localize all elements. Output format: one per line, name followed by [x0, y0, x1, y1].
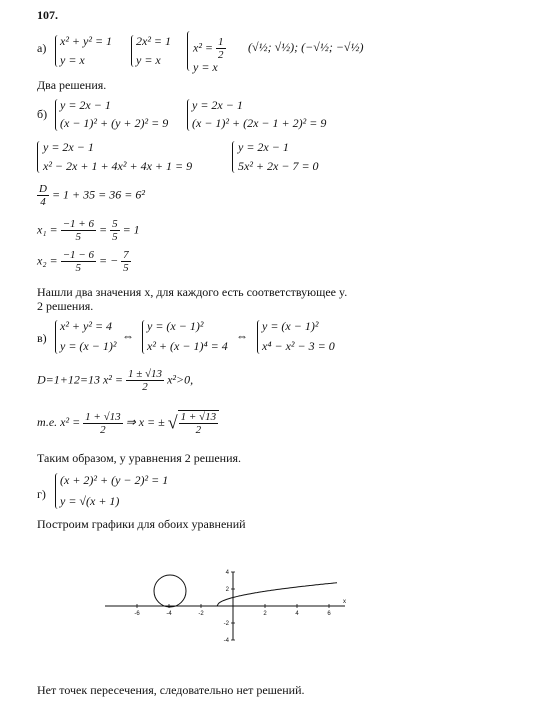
sqrt-icon: √ [167, 412, 178, 433]
a-sys1-eq2: y = x [60, 53, 85, 67]
part-b-label: б) [37, 107, 48, 121]
b-sys3-eq1: y = 2x − 1 [43, 140, 94, 154]
b-disc-rest: = 1 + 35 = 36 = 6² [51, 187, 145, 202]
b-sys4-eq2: 5x² + 2x − 7 = 0 [238, 159, 319, 173]
numerator: D [39, 183, 47, 195]
x-tick-label: 2 [263, 611, 267, 617]
part-v-label: в) [37, 331, 47, 345]
x1-fraction [61, 218, 96, 243]
te-implies: ⇒ x = ± [125, 414, 165, 429]
function-graph [0, 533, 550, 683]
brace-icon [187, 31, 190, 71]
numerator: 1 ± √13 [127, 368, 163, 380]
denominator: 5 [112, 231, 118, 243]
x2-fraction-2 [121, 249, 131, 274]
denominator: 2 [195, 424, 202, 436]
v-conclusion: Таким образом, у уравнения 2 решения. [37, 451, 242, 465]
numerator: 1 + √13 [180, 411, 217, 423]
x2-label: x₂ = [37, 253, 58, 268]
b-sys2-eq1: y = 2x − 1 [192, 98, 243, 112]
x-tick-label: -4 [166, 611, 172, 617]
v-discriminant [37, 368, 193, 393]
b-sys3-eq2: x² − 2x + 1 + 4x² + 4x + 1 = 9 [43, 159, 193, 173]
denominator: 5 [123, 262, 129, 274]
v-sys2-eq2: x² + (x − 1)⁴ = 4 [147, 339, 228, 353]
x1-label: x₁ = [37, 222, 58, 237]
denominator: 2 [142, 381, 148, 393]
brace-icon [55, 99, 58, 131]
a-conclusion: Два решения. [37, 78, 107, 92]
b-sys1-eq2: (x − 1)² + (y + 2)² = 9 [60, 116, 169, 130]
equivalence-icon: ⇔ [122, 329, 134, 343]
brace-icon [55, 473, 58, 509]
b-x2 [37, 249, 131, 274]
y-tick-label: 2 [225, 587, 229, 593]
g-sys1-eq2: y = √(x + 1) [60, 494, 120, 508]
sqrt-curve-series [217, 583, 337, 606]
part-g-label: г) [37, 487, 46, 501]
equivalence-icon: ⇔ [236, 329, 248, 343]
a-sys3-lhs: x² = [193, 40, 214, 55]
v-sys2-eq1: y = (x − 1)² [147, 319, 204, 333]
x-tick-label: -2 [198, 611, 204, 617]
v-sys1-eq1: x² + y² = 4 [60, 319, 113, 333]
v-sys1-eq2: y = (x − 1)² [60, 339, 117, 353]
a-answer: (√½; √½); (−√½; −√½) [248, 40, 364, 54]
y-tick-label: -2 [223, 621, 229, 627]
v-disc-fraction [126, 368, 164, 393]
x1-fraction-2 [110, 218, 120, 243]
brace-icon [37, 141, 40, 173]
numerator: −1 − 6 [62, 249, 94, 261]
brace-icon [55, 35, 58, 67]
v-sys3-eq2: x⁴ − x² − 3 = 0 [262, 339, 335, 353]
brace-icon [232, 141, 235, 173]
b-x1 [37, 218, 140, 243]
b-discriminant [37, 183, 145, 208]
x2-equals: = − [98, 253, 119, 268]
denominator: 2 [218, 49, 224, 61]
denominator: 5 [75, 262, 82, 274]
g-graph-caption: Построим графики для обоих уравнений [37, 517, 246, 531]
te-root-fraction [178, 410, 219, 436]
a-sys3-eq2: y = x [193, 60, 218, 74]
numerator: −1 + 6 [62, 218, 94, 230]
numerator: 1 [218, 36, 224, 48]
x-axis-label: x [343, 599, 346, 605]
g-sys1-eq1: (x + 2)² + (y − 2)² = 1 [60, 473, 169, 487]
x2-fraction [61, 249, 96, 274]
a-sys1-eq1: x² + y² = 1 [60, 34, 113, 48]
brace-icon [257, 320, 260, 354]
b-conclusion-2: 2 решения. [37, 299, 94, 313]
a-sys2-eq1: 2x² = 1 [136, 34, 172, 48]
brace-icon [187, 99, 190, 131]
a-sys2-eq2: y = x [136, 53, 161, 67]
numerator: 5 [112, 218, 118, 230]
x-tick-label: -6 [134, 611, 140, 617]
x1-equals: = [98, 222, 108, 237]
v-sys3-eq1: y = (x − 1)² [262, 319, 319, 333]
problem-number: 107. [37, 8, 58, 22]
brace-icon [55, 320, 58, 354]
a-sys3-fraction [216, 36, 226, 61]
te-label: т.е. x² = [37, 414, 81, 429]
brace-icon [142, 320, 145, 354]
v-disc-condition: x²>0, [167, 372, 194, 387]
numerator: 7 [123, 249, 129, 261]
denominator: 4 [40, 196, 46, 208]
g-conclusion: Нет точек пересечения, следовательно нет решений. [37, 683, 305, 697]
x1-result: = 1 [122, 222, 140, 237]
denominator: 2 [100, 423, 106, 436]
b-conclusion-1: Нашли два значения x, для каждого есть соответствующее y. [37, 285, 348, 299]
b-disc-fraction [37, 183, 49, 208]
circle-series [154, 575, 186, 607]
b-sys4-eq1: y = 2x − 1 [238, 140, 289, 154]
x-tick-label: 4 [295, 611, 299, 617]
brace-icon [131, 35, 134, 67]
b-sys1-eq1: y = 2x − 1 [60, 98, 111, 112]
part-a-label: а) [37, 41, 47, 55]
x-tick-label: 6 [327, 611, 331, 617]
numerator: 1 + √13 [85, 410, 121, 423]
y-tick-label: -4 [223, 638, 229, 644]
a-sys3-eq1 [193, 36, 226, 61]
b-sys2-eq2: (x − 1)² + (2x − 1 + 2)² = 9 [192, 116, 327, 130]
y-tick-label: 4 [225, 570, 229, 576]
v-disc-text: D=1+12=13 x² = [37, 372, 123, 387]
te-fraction [83, 411, 122, 436]
v-te-line [37, 410, 219, 436]
denominator: 5 [75, 231, 82, 243]
